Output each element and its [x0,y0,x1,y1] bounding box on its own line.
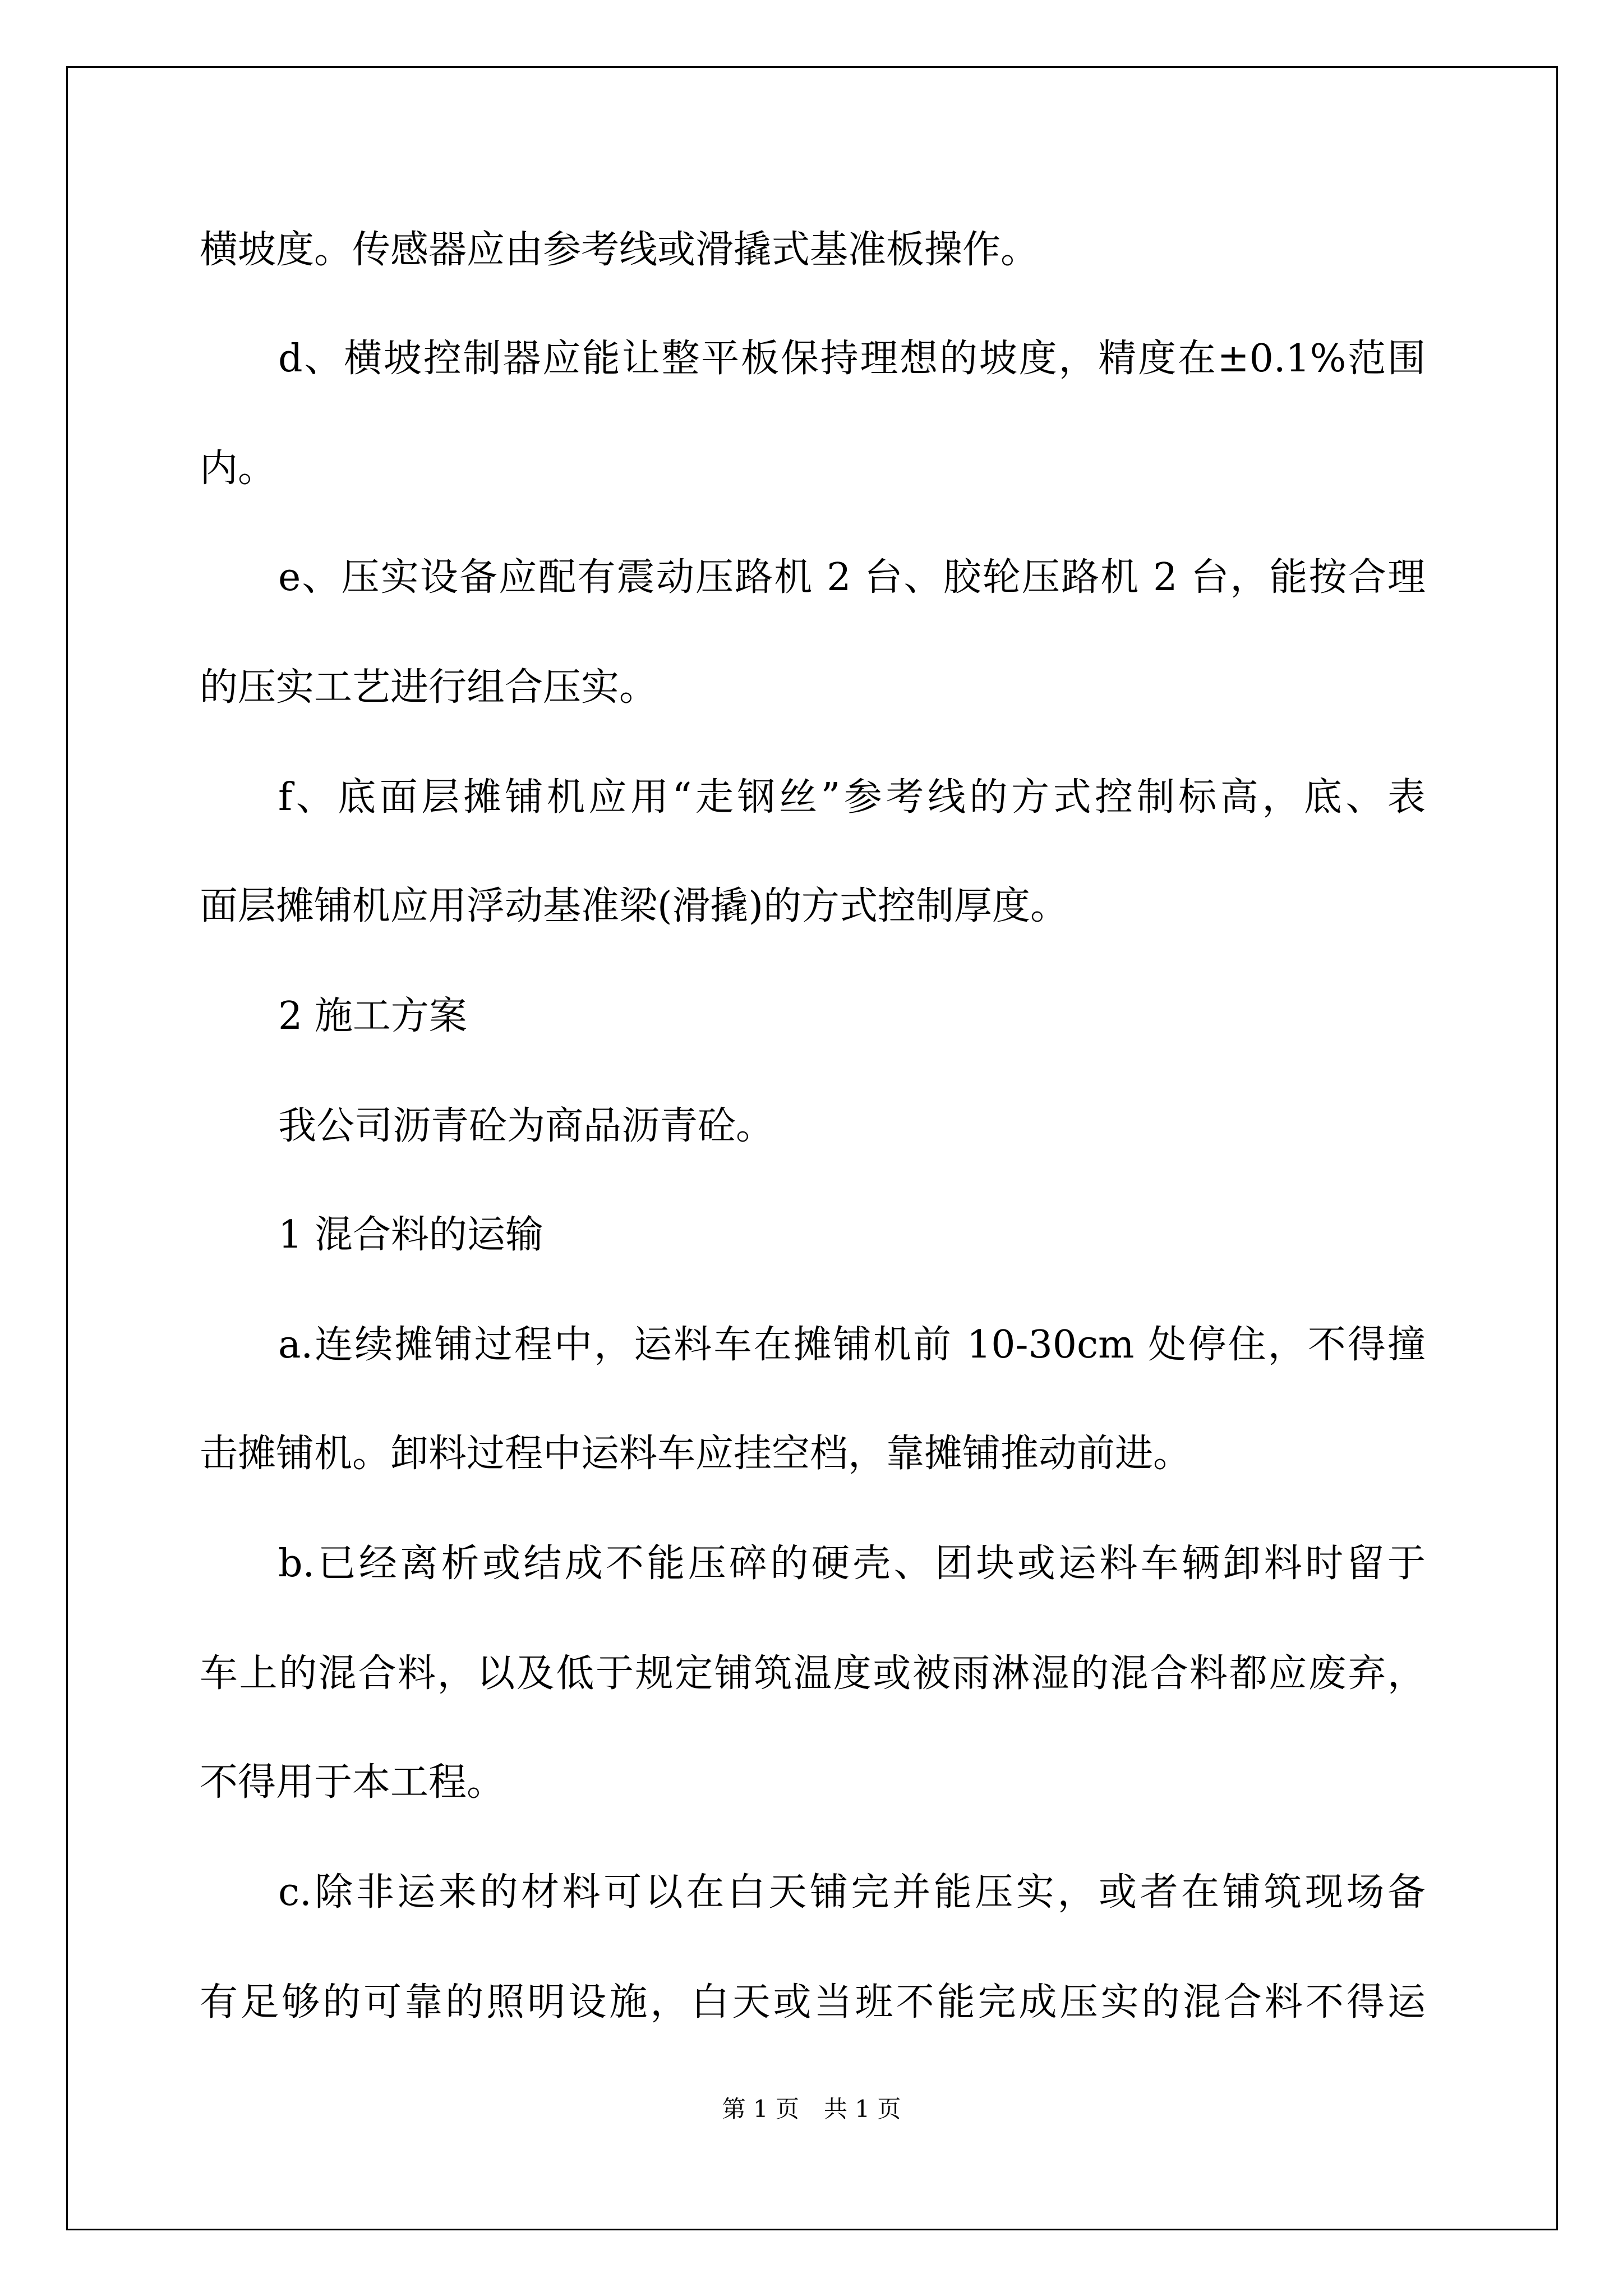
page-footer [0,2092,1623,2126]
section-heading: 1 混合料的运输 [278,1213,543,1257]
text-line: e、压实设备应配有震动压路机 2 台、胶轮压路机 2 台，能按合理 [278,555,1426,600]
page-number: 第 1 页 [722,2095,799,2123]
text-line: 击摊铺机。卸料过程中运料车应挂空档，靠摊铺推动前进。 [200,1432,1192,1476]
text-line: 不得用于本工程。 [200,1760,505,1805]
section-heading: 2 施工方案 [278,994,467,1038]
text-line: 我公司沥青砼为商品沥青砼。 [278,1104,774,1148]
text-line: 横坡度。传感器应由参考线或滑撬式基准板操作。 [200,228,1039,272]
text-line: 的压实工艺进行组合压实。 [200,665,658,710]
page-total: 共 1 页 [824,2095,901,2123]
text-line: 面层摊铺机应用浮动基准梁(滑撬)的方式控制厚度。 [200,884,1069,928]
text-line: 车上的混合料，以及低于规定铺筑温度或被雨淋湿的混合料都应废弃， [200,1651,1426,1696]
text-line: 内。 [200,447,276,491]
text-line: a.连续摊铺过程中，运料车在摊铺机前 10-30cm 处停住，不得撞 [278,1323,1426,1367]
text-line: d、横坡控制器应能让整平板保持理想的坡度，精度在±0.1%范围 [278,337,1426,381]
text-line: b.已经离析或结成不能压碎的硬壳、团块或运料车辆卸料时留于 [278,1542,1426,1586]
text-line: f、底面层摊铺机应用“走钢丝”参考线的方式控制标高，底、表 [278,775,1426,820]
text-line: 有足够的可靠的照明设施，白天或当班不能完成压实的混合料不得运 [200,1980,1426,2024]
text-line: c.除非运来的材料可以在白天铺完并能压实，或者在铺筑现场备 [278,1870,1426,1915]
